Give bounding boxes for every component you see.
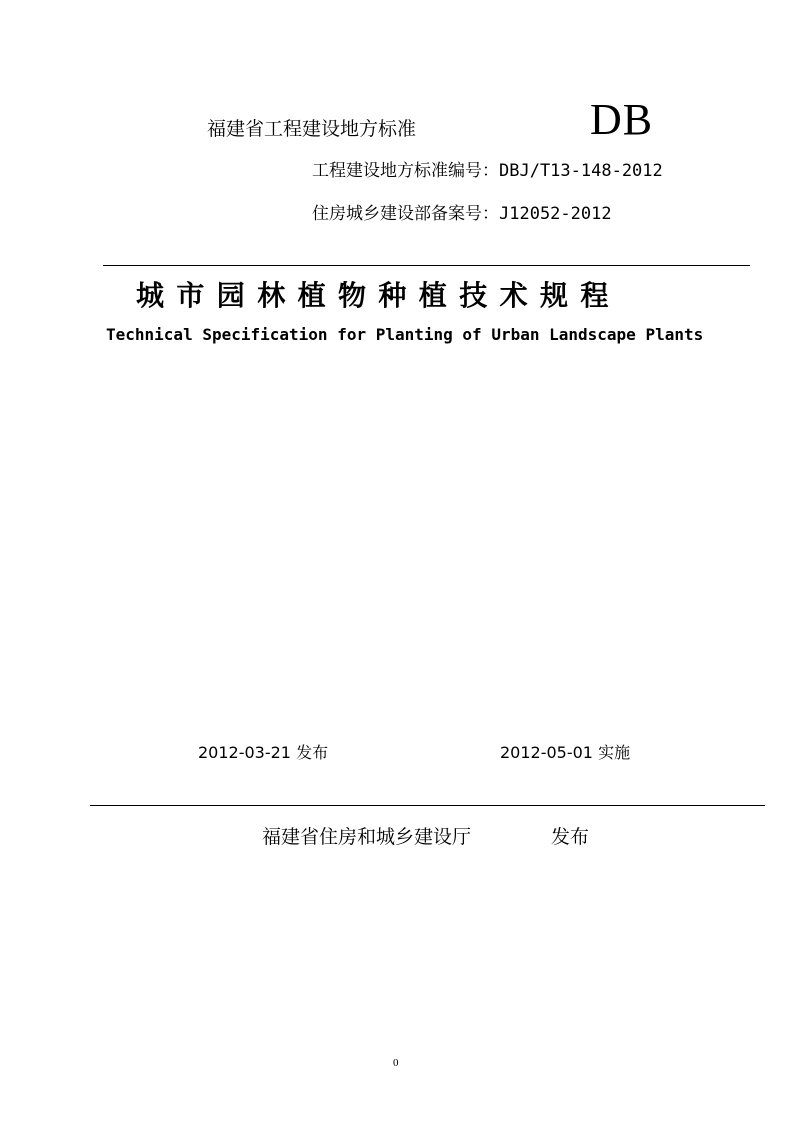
implementation-date: 2012-05-01 实施 [500, 743, 631, 762]
standard-number: 工程建设地方标准编号：DBJ/T13-148-2012 [312, 161, 663, 181]
issuing-authority: 福建省住房和城乡建设厅 [262, 826, 472, 848]
db-mark: DB [590, 95, 654, 144]
page-number: 0 [393, 1057, 399, 1069]
top-divider [103, 265, 750, 266]
document-title-english: Technical Specification for Planting of Urban Landscape Plants [106, 325, 704, 344]
issue-date: 2012-03-21 发布 [198, 743, 329, 762]
document-title-chinese: 城市园林植物种植技术规程 [136, 279, 621, 312]
record-number: 住房城乡建设部备案号：J12052-2012 [312, 204, 612, 224]
bottom-divider [90, 805, 765, 806]
issue-action: 发布 [551, 826, 590, 848]
standard-category: 福建省工程建设地方标准 [207, 118, 417, 140]
